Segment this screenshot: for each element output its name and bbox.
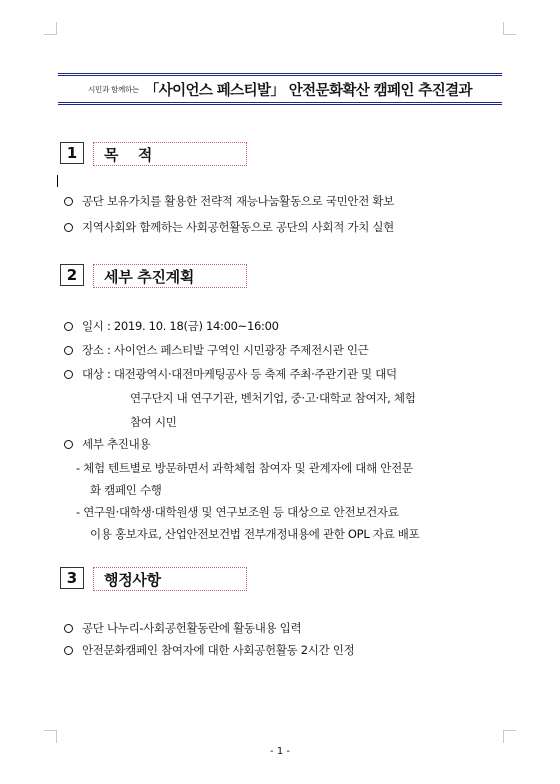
text-cursor bbox=[57, 175, 58, 187]
section-header-plan bbox=[60, 264, 247, 288]
list-item-target-cont: 참여 시민 bbox=[130, 415, 177, 429]
section-title: 목 적 bbox=[93, 142, 247, 166]
crop-mark-bottom-right bbox=[503, 730, 516, 743]
sub-item-cont: 이용 홍보자료, 산업안전보건법 전부개정내용에 관한 OPL 자료 배포 bbox=[90, 527, 420, 541]
crop-mark-bottom-left bbox=[44, 730, 57, 743]
bullet-circle-icon bbox=[64, 624, 73, 633]
title-banner bbox=[58, 73, 502, 105]
sub-item-cont: 화 캠페인 수행 bbox=[90, 483, 162, 497]
title-prefix: 시민과 함께하는 bbox=[88, 84, 139, 94]
list-item: 안전문화캠페인 참여자에 대한 사회공헌활동 2시간 인정 bbox=[82, 643, 355, 657]
bullet-circle-icon bbox=[64, 197, 73, 206]
bullet-circle-icon bbox=[64, 370, 73, 379]
sub-item: - 체험 텐트별로 방문하면서 과학체험 참여자 및 관계자에 대해 안전문 bbox=[76, 461, 413, 475]
section-header-admin bbox=[60, 567, 247, 591]
list-item-place: 장소 : 사이언스 페스티발 구역인 시민광장 주제전시관 인근 bbox=[82, 343, 369, 357]
crop-mark-top-left bbox=[44, 22, 57, 35]
list-item-datetime: 일시 : 2019. 10. 18(금) 14:00~16:00 bbox=[82, 319, 279, 333]
sub-item: - 연구원·대학생·대학원생 및 연구보조원 등 대상으로 안전보건자료 bbox=[76, 505, 399, 519]
page-number: - 1 - bbox=[270, 746, 290, 757]
list-item: 공단 보유가치를 활용한 전략적 재능나눔활동으로 국민안전 확보 bbox=[82, 194, 394, 208]
crop-mark-top-right bbox=[503, 22, 516, 35]
section-number: 2 bbox=[60, 264, 84, 286]
section-number: 3 bbox=[60, 567, 84, 589]
list-item-target-cont: 연구단지 내 연구기관, 벤처기업, 중·고·대학교 참여자, 체험 bbox=[130, 391, 416, 405]
document-title: 「사이언스 페스티발」 안전문화확산 캠페인 추진결과 bbox=[144, 82, 472, 99]
section-header-purpose bbox=[60, 142, 247, 166]
section-title: 행정사항 bbox=[93, 567, 247, 591]
section-title: 세부 추진계획 bbox=[93, 264, 247, 288]
list-item-target: 대상 : 대전광역시·대전마케팅공사 등 축제 주최·주관기관 및 대덕 bbox=[82, 367, 397, 381]
section-number: 1 bbox=[60, 142, 84, 164]
list-item: 공단 나누리-사회공헌활동란에 활동내용 입력 bbox=[82, 621, 302, 635]
bullet-circle-icon bbox=[64, 322, 73, 331]
list-item-details: 세부 추진내용 bbox=[82, 437, 151, 451]
list-item: 지역사회와 함께하는 사회공헌활동으로 공단의 사회적 가치 실현 bbox=[82, 220, 394, 234]
bullet-circle-icon bbox=[64, 646, 73, 655]
bullet-circle-icon bbox=[64, 223, 73, 232]
bullet-circle-icon bbox=[64, 440, 73, 449]
bullet-circle-icon bbox=[64, 346, 73, 355]
